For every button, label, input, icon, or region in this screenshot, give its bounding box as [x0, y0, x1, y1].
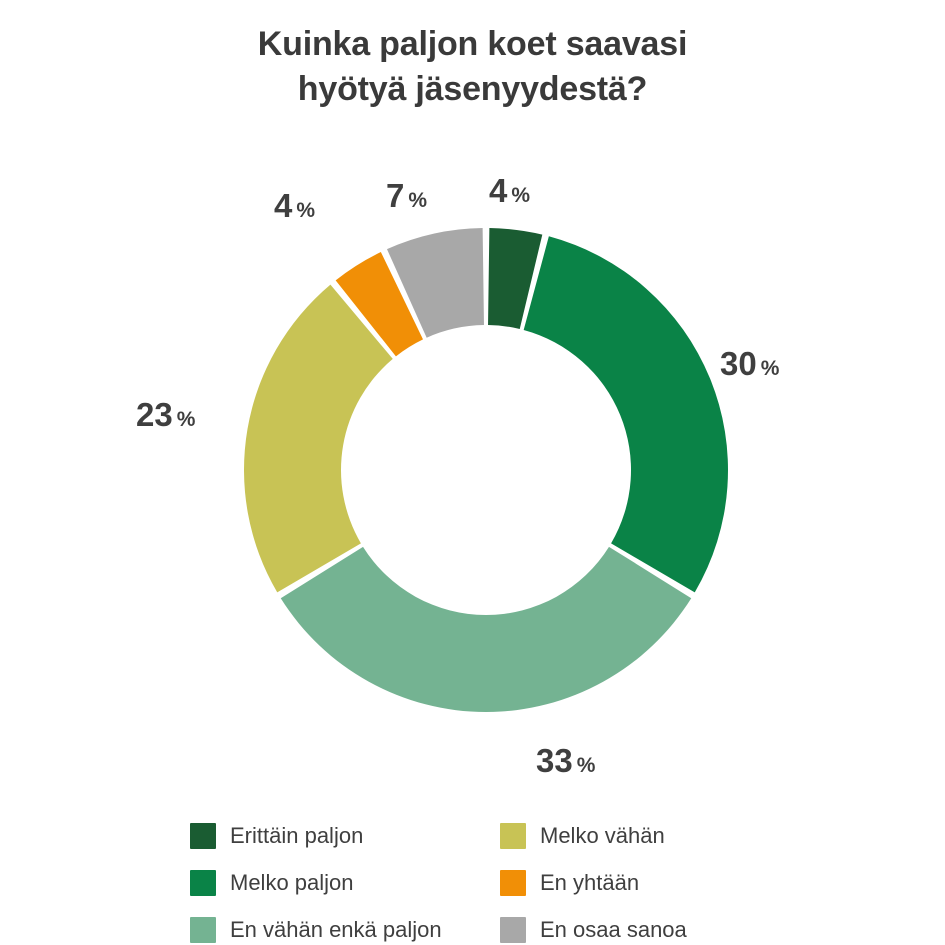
data-label-melko-vahan [136, 396, 195, 434]
data-label-en-vahan-enka-paljon [536, 742, 595, 780]
page-title-line-2: hyötyä jäsenyydestä? [297, 69, 648, 108]
page-title-line-1: Kuinka paljon koet saavasi [257, 25, 688, 63]
legend-item-label: En vähän enkä paljon [230, 916, 442, 942]
data-label-en-osaa-sanoa [386, 177, 427, 215]
data-label-value: 30 [720, 345, 757, 382]
data-label-value: 7 [386, 177, 405, 214]
legend-item [190, 870, 500, 896]
legend-item [190, 917, 500, 943]
data-label-unit: % [760, 357, 780, 380]
donut-slice [281, 547, 692, 712]
donut-slice [524, 236, 728, 592]
data-label-value: 23 [136, 396, 173, 433]
legend-swatch-icon [500, 823, 526, 849]
legend-swatch-icon [500, 870, 526, 896]
data-label-unit: % [511, 184, 531, 207]
data-label-melko-paljon [720, 345, 779, 383]
data-label-unit: % [408, 189, 428, 212]
data-label-value: 4 [489, 172, 508, 209]
legend-swatch-icon [500, 917, 526, 943]
page-title [0, 22, 945, 112]
chart-legend [190, 812, 810, 945]
donut-slice-group [244, 228, 728, 712]
data-label-erittain-paljon [489, 172, 530, 210]
legend-item-label: En yhtään [540, 869, 640, 895]
data-label-value: 4 [274, 187, 293, 224]
legend-swatch-icon [190, 823, 216, 849]
donut-chart [236, 220, 736, 720]
donut-svg [236, 220, 736, 720]
legend-swatch-icon [190, 917, 216, 943]
legend-item [190, 823, 500, 849]
legend-item-label: Erittäin paljon [230, 822, 364, 848]
legend-item [500, 823, 810, 849]
data-label-en-yhtaan [274, 187, 315, 225]
legend-item-label: En osaa sanoa [540, 916, 687, 942]
legend-item [500, 870, 810, 896]
data-label-unit: % [176, 408, 196, 431]
data-label-value: 33 [536, 742, 573, 779]
data-label-unit: % [576, 754, 596, 777]
legend-item-label: Melko paljon [230, 869, 354, 895]
donut-slice [244, 285, 393, 593]
legend-item-label: Melko vähän [540, 822, 665, 848]
legend-swatch-icon [190, 870, 216, 896]
data-label-unit: % [296, 199, 316, 222]
legend-item [500, 917, 810, 943]
